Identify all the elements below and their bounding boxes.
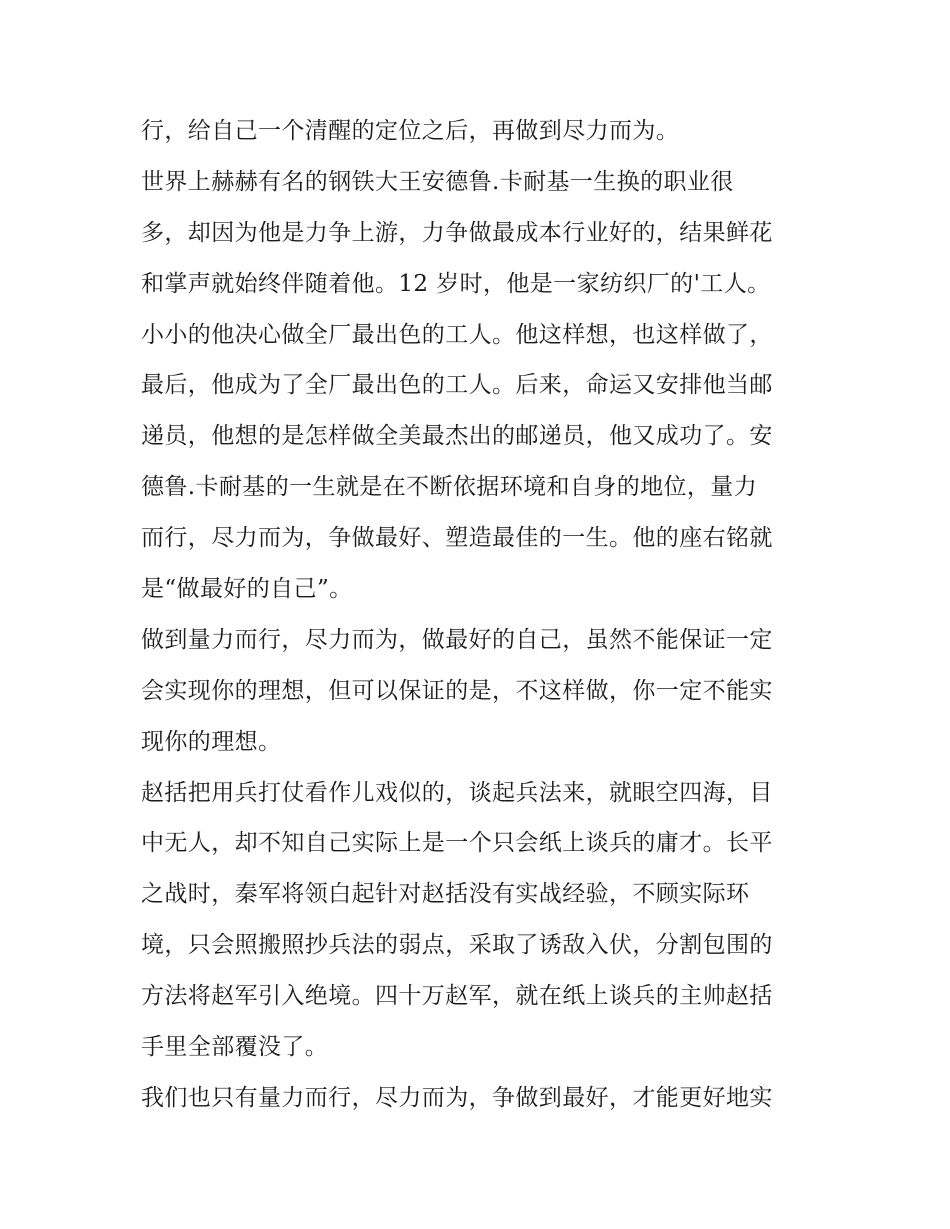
text-line: 是“做最好的自己”。 xyxy=(141,576,353,603)
text-line: 手里全部覆没了。 xyxy=(141,1034,329,1061)
document-body xyxy=(141,106,821,1124)
text-line: 世界上赫赫有名的钢铁大王安德鲁.卡耐基一生换的职业很 xyxy=(141,168,734,195)
text-line: 递员，他想的是怎样做全美最杰出的邮递员，他又成功了。安 xyxy=(141,423,773,450)
text-line: 德鲁.卡耐基的一生就是在不断依据环境和自身的地位，量力 xyxy=(141,474,758,501)
text-line: 赵括把用兵打仗看作儿戏似的，谈起兵法来，就眼空四海，目 xyxy=(141,779,773,806)
text-line: 会实现你的理想，但可以保证的是，不这样做，你一定不能实 xyxy=(141,677,773,704)
text-line: 最后，他成为了全厂最出色的工人。后来，命运又安排他当邮 xyxy=(141,372,773,399)
text-line: 而行，尽力而为，争做最好、塑造最佳的一生。他的座右铭就 xyxy=(141,525,773,552)
text-line: 境，只会照搬照抄兵法的弱点，采取了诱敌入伏，分割包围的 xyxy=(141,932,773,959)
text-line: 中无人，却不知自己实际上是一个只会纸上谈兵的庸才。长平 xyxy=(141,830,773,857)
text-line: 小小的他决心做全厂最出色的工人。他这样想，也这样做了， xyxy=(141,321,773,348)
text-line: 和掌声就始终伴随着他。12 岁时，他是一家纺织厂的'工人。 xyxy=(141,270,771,297)
text-line: 多，却因为他是力争上游，力争做最成本行业好的，结果鲜花 xyxy=(141,219,773,246)
text-line: 做到量力而行，尽力而为，做最好的自己，虽然不能保证一定 xyxy=(141,626,773,653)
text-line: 之战时，秦军将领白起针对赵括没有实战经验，不顾实际环 xyxy=(141,881,750,908)
text-line: 现你的理想。 xyxy=(141,728,282,755)
text-line: 方法将赵军引入绝境。四十万赵军，就在纸上谈兵的主帅赵括 xyxy=(141,983,773,1010)
text-line: 行，给自己一个清醒的定位之后，再做到尽力而为。 xyxy=(141,118,680,144)
text-line: 我们也只有量力而行，尽力而为，争做到最好，才能更好地实 xyxy=(141,1084,773,1111)
